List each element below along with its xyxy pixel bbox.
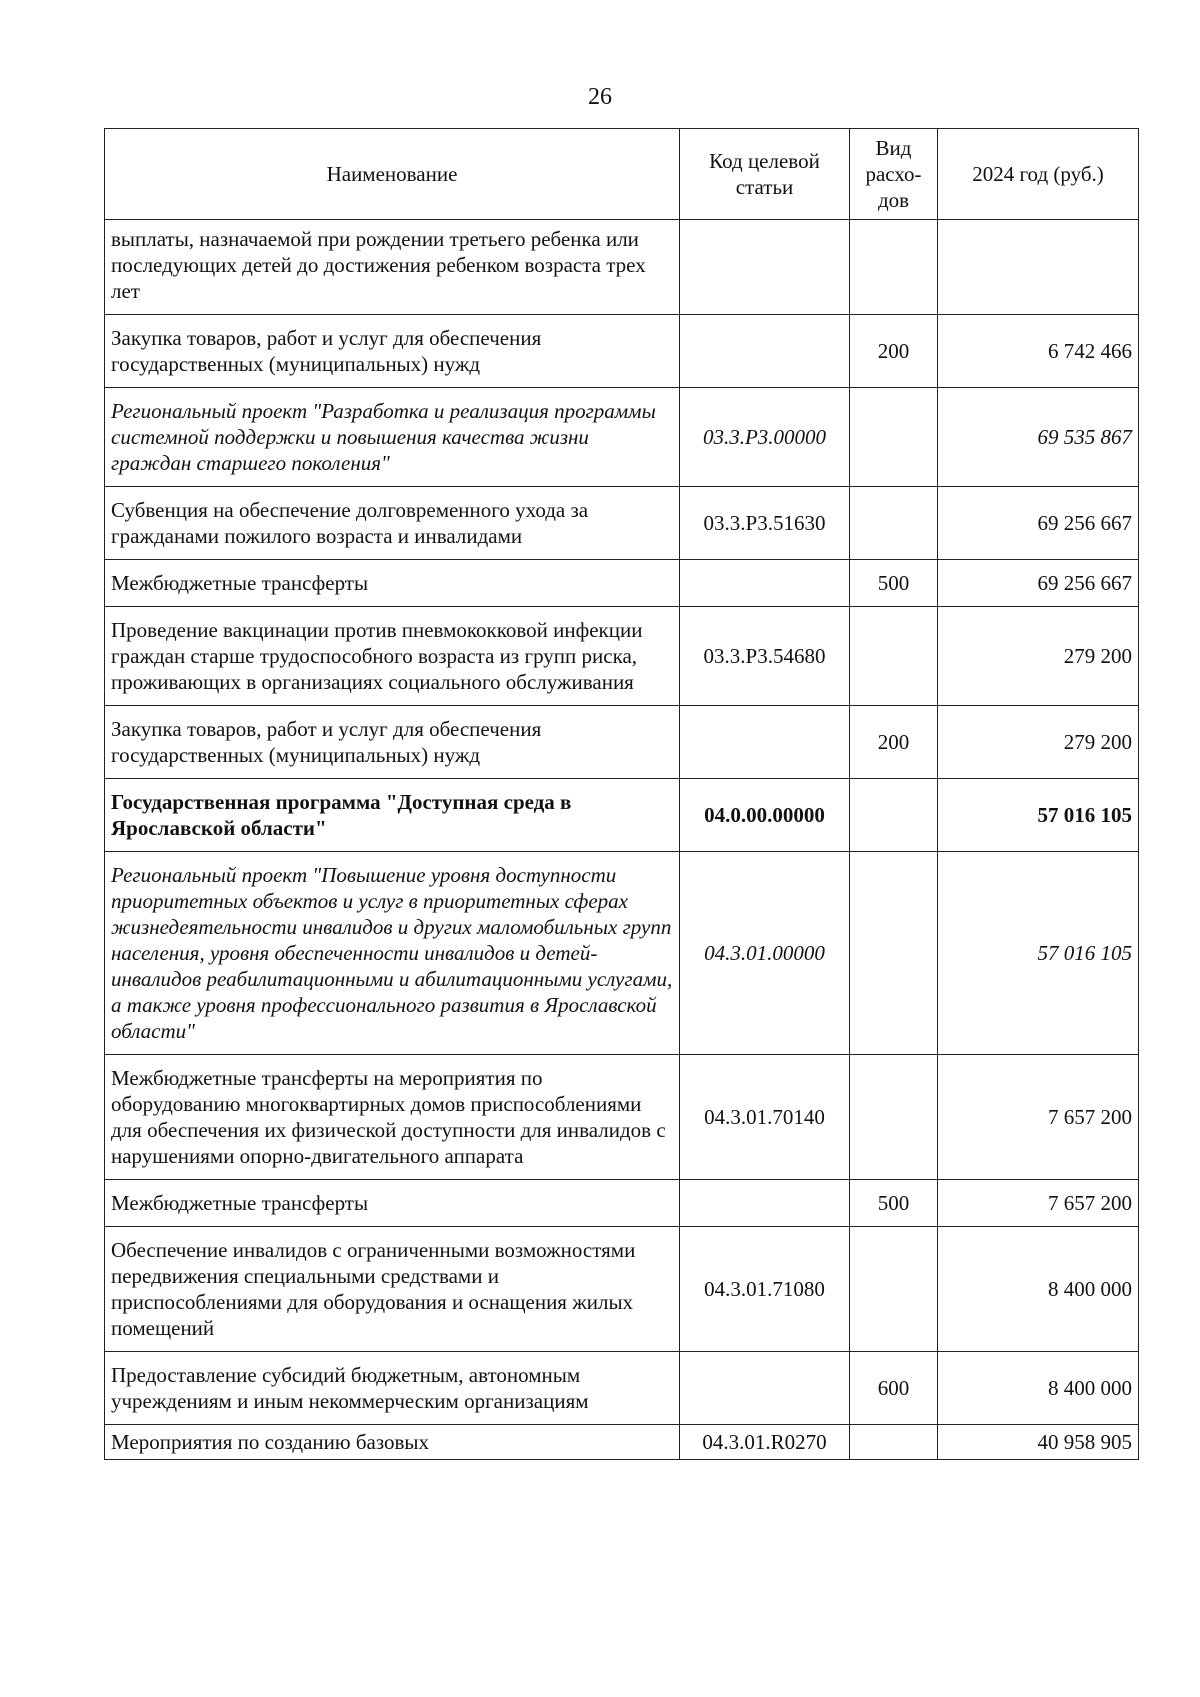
cell-code: 04.0.00.00000 [680, 779, 850, 852]
header-kind: Вид расхо-дов [850, 129, 938, 220]
table-row [105, 487, 1139, 560]
header-amount: 2024 год (руб.) [938, 129, 1139, 220]
cell-name: выплаты, назначаемой при рождении третьего ребенка или последующих детей до достижения ребенком возраста трех лет [105, 220, 680, 315]
cell-code: 03.3.P3.51630 [680, 487, 850, 560]
cell-amount: 6 742 466 [938, 315, 1139, 388]
cell-kind [850, 1055, 938, 1180]
cell-amount: 57 016 105 [938, 779, 1139, 852]
cell-name: Межбюджетные трансферты на мероприятия по оборудованию многоквартирных домов приспособлениями для обеспечения их физической доступности для инвалидов с нарушениями опорно-двигательного аппарата [105, 1055, 680, 1180]
cell-name: Проведение вакцинации против пневмококковой инфекции граждан старше трудоспособного возраста из групп риска, проживающих в организациях социального обслуживания [105, 607, 680, 706]
cell-code [680, 560, 850, 607]
table-row [105, 852, 1139, 1055]
cell-code: 04.3.01.R0270 [680, 1425, 850, 1460]
cell-amount: 69 535 867 [938, 388, 1139, 487]
cell-kind [850, 607, 938, 706]
cell-amount: 7 657 200 [938, 1180, 1139, 1227]
cell-amount: 69 256 667 [938, 560, 1139, 607]
cell-name: Мероприятия по созданию базовых [105, 1425, 680, 1460]
cell-kind [850, 852, 938, 1055]
cell-name: Государственная программа "Доступная среда в Ярославской области" [105, 779, 680, 852]
cell-code [680, 706, 850, 779]
cell-kind: 200 [850, 315, 938, 388]
cell-name: Межбюджетные трансферты [105, 1180, 680, 1227]
cell-amount: 69 256 667 [938, 487, 1139, 560]
header-code: Код целевой статьи [680, 129, 850, 220]
cell-amount [938, 220, 1139, 315]
table-row [105, 1227, 1139, 1352]
table-row [105, 315, 1139, 388]
cell-name: Региональный проект "Повышение уровня доступности приоритетных объектов и услуг в приоритетных сферах жизнедеятельности инвалидов и других маломобильных групп населения, уровня обеспеченности инвалидов и детей-инвалидов реабилитационными и абилитационными услугами, а также уровня профессионального развития в Ярославской области" [105, 852, 680, 1055]
table-row [105, 388, 1139, 487]
cell-code: 03.3.P3.00000 [680, 388, 850, 487]
cell-name: Обеспечение инвалидов с ограниченными возможностями передвижения специальными средствами и приспособлениями для оборудования и оснащения жилых помещений [105, 1227, 680, 1352]
cell-amount: 40 958 905 [938, 1425, 1139, 1460]
cell-code [680, 220, 850, 315]
cell-amount: 8 400 000 [938, 1227, 1139, 1352]
table-row [105, 779, 1139, 852]
cell-amount: 8 400 000 [938, 1352, 1139, 1425]
cell-amount: 279 200 [938, 706, 1139, 779]
cell-kind: 500 [850, 1180, 938, 1227]
cell-name: Закупка товаров, работ и услуг для обеспечения государственных (муниципальных) нужд [105, 315, 680, 388]
cell-name: Субвенция на обеспечение долговременного ухода за гражданами пожилого возраста и инвалидами [105, 487, 680, 560]
cell-code: 03.3.P3.54680 [680, 607, 850, 706]
cell-code: 04.3.01.00000 [680, 852, 850, 1055]
cell-kind [850, 779, 938, 852]
cell-code: 04.3.01.71080 [680, 1227, 850, 1352]
cell-kind: 200 [850, 706, 938, 779]
table-row [105, 1352, 1139, 1425]
cell-kind [850, 220, 938, 315]
cell-kind: 500 [850, 560, 938, 607]
table-row [105, 706, 1139, 779]
cell-name: Предоставление субсидий бюджетным, автономным учреждениям и иным некоммерческим организациям [105, 1352, 680, 1425]
cell-code: 04.3.01.70140 [680, 1055, 850, 1180]
cell-name: Региональный проект "Разработка и реализация программы системной поддержки и повышения качества жизни граждан старшего поколения" [105, 388, 680, 487]
table-row [105, 560, 1139, 607]
table-row [105, 1055, 1139, 1180]
table-row [105, 1425, 1139, 1460]
table-row [105, 607, 1139, 706]
cell-amount: 7 657 200 [938, 1055, 1139, 1180]
header-name: Наименование [105, 129, 680, 220]
table-header-row [105, 129, 1139, 220]
cell-code [680, 315, 850, 388]
budget-table [104, 128, 1139, 1460]
table-row [105, 220, 1139, 315]
page-number: 26 [588, 84, 612, 110]
cell-kind: 600 [850, 1352, 938, 1425]
cell-code [680, 1352, 850, 1425]
cell-name: Межбюджетные трансферты [105, 560, 680, 607]
cell-kind [850, 388, 938, 487]
cell-amount: 279 200 [938, 607, 1139, 706]
table-row [105, 1180, 1139, 1227]
cell-amount: 57 016 105 [938, 852, 1139, 1055]
cell-code [680, 1180, 850, 1227]
cell-kind [850, 1425, 938, 1460]
cell-kind [850, 1227, 938, 1352]
cell-kind [850, 487, 938, 560]
cell-name: Закупка товаров, работ и услуг для обеспечения государственных (муниципальных) нужд [105, 706, 680, 779]
